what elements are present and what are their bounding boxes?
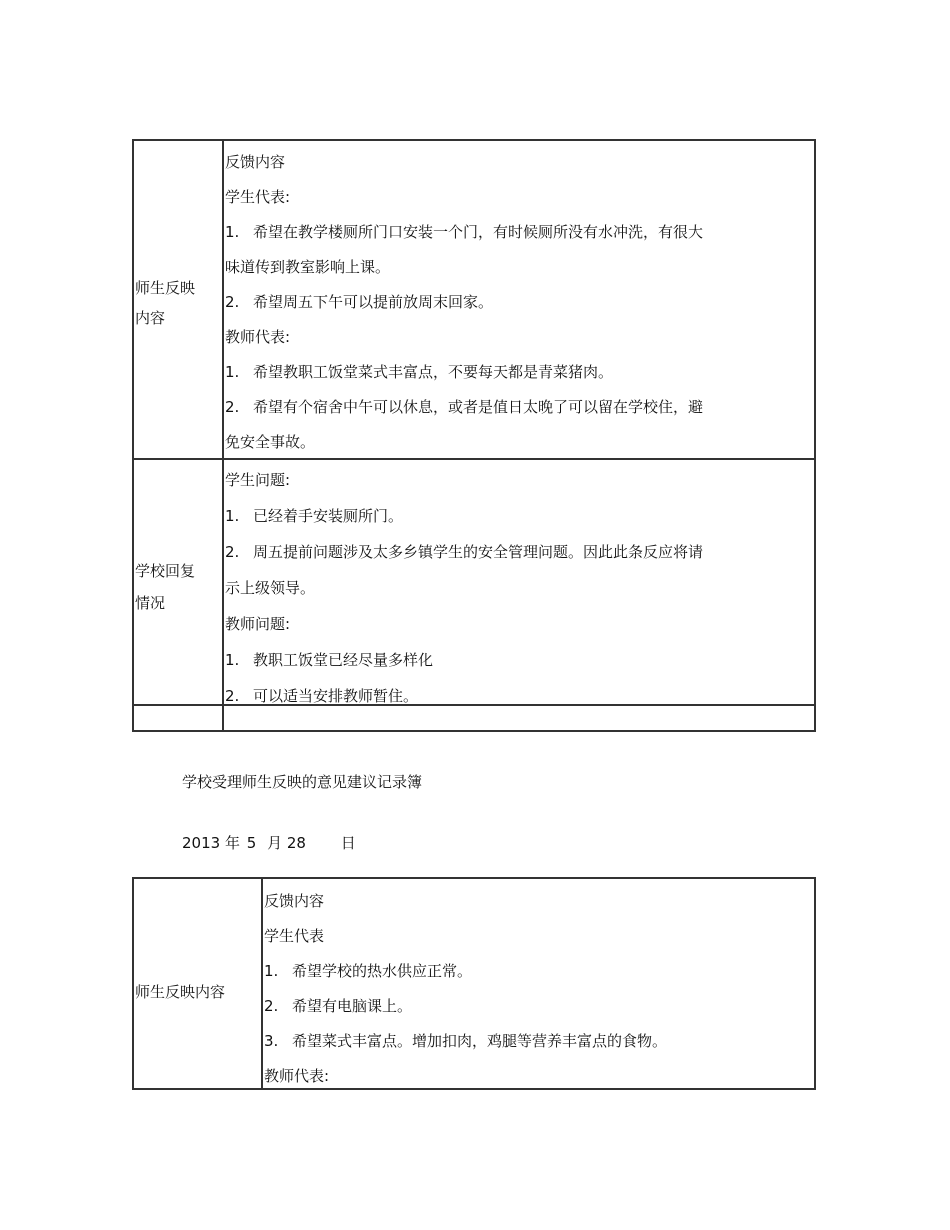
list-item: 1. 希望在教学楼厕所门口安装一个门，有时候厕所没有水冲洗，有很大 <box>225 223 704 241</box>
list-item: 教师代表: <box>264 1067 330 1085</box>
list-item: 2. 希望有电脑课上。 <box>264 997 413 1015</box>
list-item: 1. 已经着手安装厕所门。 <box>225 507 404 525</box>
list-item: 1. 教职工饭堂已经尽量多样化 <box>225 651 434 669</box>
table1-row3-label-cell <box>134 706 224 730</box>
table1-row2-label-cell <box>134 460 224 704</box>
list-item: 教师代表: <box>225 328 291 346</box>
record-date <box>182 832 356 853</box>
table1-row1-label: 师生反映 内容 <box>135 278 196 327</box>
table2-row1-content <box>263 879 814 1088</box>
table1-row1-content <box>224 141 814 458</box>
list-item: 2. 周五提前问题涉及太多乡镇学生的安全管理问题。因此此条反应将请 <box>225 543 704 561</box>
date-day-unit: 日 <box>340 834 356 852</box>
list-item: 反馈内容 <box>264 892 325 910</box>
list-item: 反馈内容 <box>225 153 286 171</box>
table2-row1-label-cell <box>134 879 263 1088</box>
date-month: 5 <box>246 834 257 852</box>
list-item: 学生代表: <box>225 188 291 206</box>
list-item: 1. 希望学校的热水供应正常。 <box>264 962 473 980</box>
table2-row1-label: 师生反映内容 <box>135 982 226 1001</box>
table1-row2-content <box>224 460 814 704</box>
date-day: 28 <box>286 834 306 852</box>
table2-row-feedback <box>134 879 814 1088</box>
list-item: 味道传到教室影响上课。 <box>225 258 391 276</box>
table1-row2-label: 学校回复 情况 <box>135 562 196 612</box>
list-item: 教师问题: <box>225 615 291 633</box>
table1-row3-content <box>224 706 814 730</box>
list-item: 3. 希望菜式丰富点。增加扣肉，鸡腿等营养丰富点的食物。 <box>264 1032 668 1050</box>
section-title: 学校受理师生反映的意见建议记录簿 <box>182 773 423 791</box>
table1-row-feedback <box>134 141 814 458</box>
list-item: 2. 可以适当安排教师暂住。 <box>225 687 419 705</box>
date-year: 2013 <box>182 834 221 852</box>
list-item: 学生代表 <box>264 927 325 945</box>
table1-row1-label-cell <box>134 141 224 458</box>
list-item: 2. 希望有个宿舍中午可以休息，或者是值日太晚了可以留在学校住，避 <box>225 398 704 416</box>
list-item: 2. 希望周五下午可以提前放周末回家。 <box>225 293 494 311</box>
date-month-unit: 月 <box>267 834 283 852</box>
list-item: 免安全事故。 <box>225 433 316 451</box>
date-year-unit: 年 <box>224 834 240 852</box>
table1-row-empty <box>134 704 814 730</box>
table1-row-reply <box>134 458 814 704</box>
list-item: 学生问题: <box>225 471 291 489</box>
list-item: 示上级领导。 <box>225 579 316 597</box>
list-item: 1. 希望教职工饭堂菜式丰富点，不要每天都是青菜猪肉。 <box>225 363 614 381</box>
feedback-table-2 <box>132 877 816 1090</box>
feedback-table-1 <box>132 139 816 732</box>
